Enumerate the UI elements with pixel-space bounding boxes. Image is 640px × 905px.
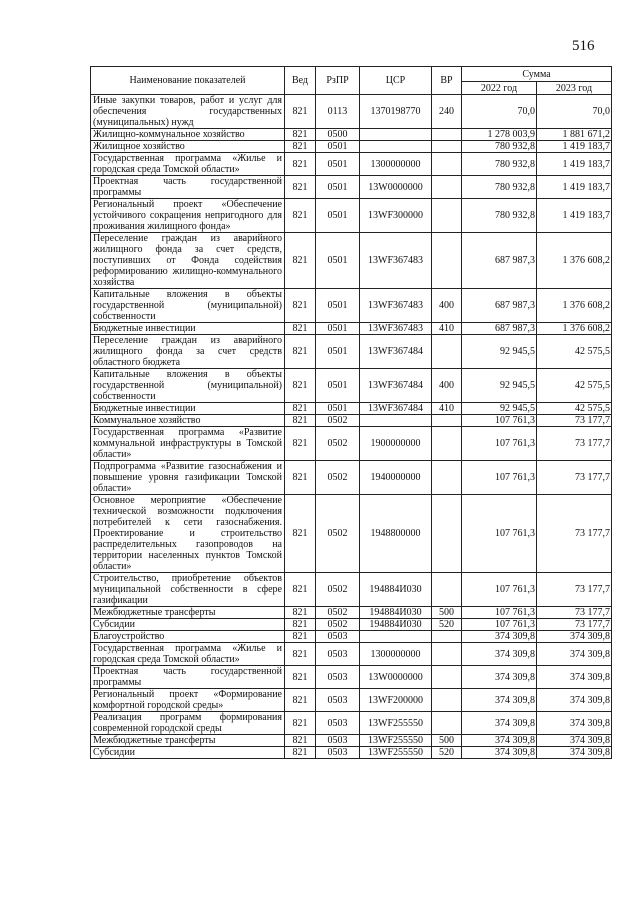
col-header-name: Наименование показателей xyxy=(91,67,285,95)
row-ved: 821 xyxy=(285,427,316,461)
table-body xyxy=(91,95,612,759)
row-vr xyxy=(432,129,462,141)
table-row xyxy=(91,323,612,335)
row-vr xyxy=(432,176,462,199)
row-vr xyxy=(432,461,462,495)
row-rzpr: 0501 xyxy=(316,141,360,153)
row-ved: 821 xyxy=(285,461,316,495)
row-value-2022: 107 761,3 xyxy=(462,427,537,461)
row-name: Межбюджетные трансферты xyxy=(91,607,285,619)
row-rzpr: 0503 xyxy=(316,747,360,759)
row-rzpr: 0113 xyxy=(316,95,360,129)
row-value-2023: 374 309,8 xyxy=(537,712,612,735)
row-vr: 520 xyxy=(432,619,462,631)
row-csr xyxy=(360,415,432,427)
row-value-2023: 1 419 183,7 xyxy=(537,176,612,199)
row-csr: 13WF367483 xyxy=(360,323,432,335)
table-row xyxy=(91,141,612,153)
row-value-2022: 107 761,3 xyxy=(462,495,537,573)
row-rzpr: 0503 xyxy=(316,631,360,643)
row-csr: 1900000000 xyxy=(360,427,432,461)
row-rzpr: 0501 xyxy=(316,335,360,369)
row-csr: 13WF200000 xyxy=(360,689,432,712)
row-ved: 821 xyxy=(285,335,316,369)
row-csr: 1948800000 xyxy=(360,495,432,573)
row-rzpr: 0500 xyxy=(316,129,360,141)
table-row xyxy=(91,176,612,199)
row-rzpr: 0502 xyxy=(316,495,360,573)
row-csr xyxy=(360,129,432,141)
row-value-2022: 107 761,3 xyxy=(462,415,537,427)
row-ved: 821 xyxy=(285,289,316,323)
row-csr: 1370198770 xyxy=(360,95,432,129)
table-row xyxy=(91,712,612,735)
row-csr: 13WF367483 xyxy=(360,233,432,289)
row-vr: 400 xyxy=(432,369,462,403)
row-vr: 410 xyxy=(432,323,462,335)
row-ved: 821 xyxy=(285,712,316,735)
row-vr: 500 xyxy=(432,607,462,619)
row-value-2023: 374 309,8 xyxy=(537,735,612,747)
row-csr xyxy=(360,631,432,643)
row-name: Коммунальное хозяйство xyxy=(91,415,285,427)
table-row xyxy=(91,619,612,631)
row-csr: 13WF255550 xyxy=(360,747,432,759)
row-value-2023: 73 177,7 xyxy=(537,461,612,495)
row-name: Государственная программа «Жилье и городская среда Томской области» xyxy=(91,643,285,666)
row-value-2022: 374 309,8 xyxy=(462,747,537,759)
row-vr xyxy=(432,712,462,735)
row-ved: 821 xyxy=(285,573,316,607)
row-rzpr: 0503 xyxy=(316,666,360,689)
table-row xyxy=(91,415,612,427)
row-rzpr: 0501 xyxy=(316,369,360,403)
row-value-2023: 374 309,8 xyxy=(537,689,612,712)
row-value-2023: 1 376 608,2 xyxy=(537,289,612,323)
row-value-2022: 687 987,3 xyxy=(462,289,537,323)
budget-table xyxy=(90,66,612,759)
row-value-2022: 92 945,5 xyxy=(462,335,537,369)
row-vr: 520 xyxy=(432,747,462,759)
row-name: Проектная часть государственной программы xyxy=(91,666,285,689)
row-csr: 13W0000000 xyxy=(360,666,432,689)
col-header-vr: ВР xyxy=(432,67,462,95)
table-row xyxy=(91,631,612,643)
row-name: Субсидии xyxy=(91,747,285,759)
row-ved: 821 xyxy=(285,403,316,415)
row-csr xyxy=(360,141,432,153)
row-name: Основное мероприятие «Обеспечение технической возможности подключения потребителей к сети газоснабжения. Проектирование и строительство распределительных газопроводов на территории населенных пунктов Томской области» xyxy=(91,495,285,573)
row-vr: 400 xyxy=(432,289,462,323)
table-row xyxy=(91,427,612,461)
row-value-2022: 107 761,3 xyxy=(462,461,537,495)
row-csr: 194884И030 xyxy=(360,607,432,619)
row-name: Проектная часть государственной программы xyxy=(91,176,285,199)
row-value-2023: 42 575,5 xyxy=(537,335,612,369)
row-vr xyxy=(432,643,462,666)
row-ved: 821 xyxy=(285,495,316,573)
row-value-2022: 92 945,5 xyxy=(462,369,537,403)
row-value-2023: 1 376 608,2 xyxy=(537,233,612,289)
row-ved: 821 xyxy=(285,415,316,427)
row-value-2023: 73 177,7 xyxy=(537,415,612,427)
row-name: Субсидии xyxy=(91,619,285,631)
row-value-2023: 1 419 183,7 xyxy=(537,141,612,153)
row-csr: 13WF367484 xyxy=(360,335,432,369)
row-value-2023: 73 177,7 xyxy=(537,607,612,619)
header-row xyxy=(91,67,612,82)
row-csr: 1940000000 xyxy=(360,461,432,495)
row-name: Государственная программа «Развитие коммунальной инфраструктуры в Томской области» xyxy=(91,427,285,461)
row-ved: 821 xyxy=(285,153,316,176)
row-value-2022: 780 932,8 xyxy=(462,199,537,233)
row-vr xyxy=(432,689,462,712)
row-rzpr: 0501 xyxy=(316,403,360,415)
table-row xyxy=(91,335,612,369)
row-value-2022: 107 761,3 xyxy=(462,619,537,631)
row-csr: 13WF300000 xyxy=(360,199,432,233)
row-vr xyxy=(432,415,462,427)
row-name: Жилищное хозяйство xyxy=(91,141,285,153)
row-csr: 13WF255550 xyxy=(360,735,432,747)
row-rzpr: 0501 xyxy=(316,199,360,233)
row-name: Бюджетные инвестиции xyxy=(91,323,285,335)
row-value-2022: 107 761,3 xyxy=(462,573,537,607)
row-rzpr: 0503 xyxy=(316,735,360,747)
row-name: Переселение граждан из аварийного жилищного фонда за счет средств, поступивших от Фонда содействия реформированию жилищно-коммунального хозяйства xyxy=(91,233,285,289)
row-name: Подпрограмма «Развитие газоснабжения и повышение уровня газификации Томской области» xyxy=(91,461,285,495)
row-name: Реализация программ формирования современной городской среды xyxy=(91,712,285,735)
row-value-2022: 92 945,5 xyxy=(462,403,537,415)
table-row xyxy=(91,289,612,323)
row-value-2023: 73 177,7 xyxy=(537,427,612,461)
row-vr xyxy=(432,495,462,573)
row-vr xyxy=(432,153,462,176)
row-ved: 821 xyxy=(285,631,316,643)
table-row xyxy=(91,403,612,415)
row-name: Переселение граждан из аварийного жилищного фонда за счет средств областного бюджета xyxy=(91,335,285,369)
row-value-2022: 687 987,3 xyxy=(462,233,537,289)
row-value-2022: 780 932,8 xyxy=(462,176,537,199)
row-name: Региональный проект «Формирование комфортной городской среды» xyxy=(91,689,285,712)
row-value-2022: 780 932,8 xyxy=(462,153,537,176)
row-name: Бюджетные инвестиции xyxy=(91,403,285,415)
table-row xyxy=(91,461,612,495)
row-ved: 821 xyxy=(285,607,316,619)
row-ved: 821 xyxy=(285,619,316,631)
row-name: Иные закупки товаров, работ и услуг для обеспечения государственных (муниципальных) нужд xyxy=(91,95,285,129)
row-rzpr: 0502 xyxy=(316,573,360,607)
row-vr: 500 xyxy=(432,735,462,747)
row-vr xyxy=(432,233,462,289)
row-ved: 821 xyxy=(285,176,316,199)
row-value-2022: 687 987,3 xyxy=(462,323,537,335)
table-row xyxy=(91,95,612,129)
table-row xyxy=(91,689,612,712)
row-ved: 821 xyxy=(285,199,316,233)
row-vr xyxy=(432,573,462,607)
row-vr xyxy=(432,335,462,369)
col-header-2023: 2023 год xyxy=(537,82,612,95)
row-rzpr: 0503 xyxy=(316,712,360,735)
table-row xyxy=(91,129,612,141)
page-number: 516 xyxy=(572,38,595,54)
row-vr xyxy=(432,666,462,689)
row-value-2022: 374 309,8 xyxy=(462,735,537,747)
row-ved: 821 xyxy=(285,129,316,141)
col-header-2022: 2022 год xyxy=(462,82,537,95)
row-rzpr: 0501 xyxy=(316,323,360,335)
row-name: Межбюджетные трансферты xyxy=(91,735,285,747)
row-value-2022: 374 309,8 xyxy=(462,689,537,712)
col-header-csr: ЦСР xyxy=(360,67,432,95)
row-rzpr: 0502 xyxy=(316,619,360,631)
row-value-2022: 107 761,3 xyxy=(462,607,537,619)
row-rzpr: 0502 xyxy=(316,607,360,619)
row-value-2022: 374 309,8 xyxy=(462,631,537,643)
table-row xyxy=(91,607,612,619)
row-csr: 1300000000 xyxy=(360,643,432,666)
row-value-2023: 73 177,7 xyxy=(537,573,612,607)
row-name: Региональный проект «Обеспечение устойчивого сокращения непригодного для проживания жилищного фонда» xyxy=(91,199,285,233)
table-row xyxy=(91,643,612,666)
row-ved: 821 xyxy=(285,689,316,712)
row-ved: 821 xyxy=(285,233,316,289)
row-value-2023: 374 309,8 xyxy=(537,747,612,759)
row-csr: 194884И030 xyxy=(360,619,432,631)
row-vr xyxy=(432,199,462,233)
row-value-2023: 374 309,8 xyxy=(537,666,612,689)
row-vr: 240 xyxy=(432,95,462,129)
row-rzpr: 0501 xyxy=(316,233,360,289)
col-header-rzpr: РзПР xyxy=(316,67,360,95)
row-rzpr: 0503 xyxy=(316,643,360,666)
row-ved: 821 xyxy=(285,643,316,666)
row-ved: 821 xyxy=(285,369,316,403)
row-value-2023: 73 177,7 xyxy=(537,495,612,573)
table-row xyxy=(91,233,612,289)
table-row xyxy=(91,153,612,176)
row-value-2023: 42 575,5 xyxy=(537,403,612,415)
row-value-2023: 1 376 608,2 xyxy=(537,323,612,335)
row-vr xyxy=(432,427,462,461)
row-value-2023: 1 419 183,7 xyxy=(537,153,612,176)
row-value-2023: 42 575,5 xyxy=(537,369,612,403)
row-value-2022: 374 309,8 xyxy=(462,712,537,735)
row-csr: 13W0000000 xyxy=(360,176,432,199)
table-row xyxy=(91,735,612,747)
row-ved: 821 xyxy=(285,323,316,335)
row-ved: 821 xyxy=(285,666,316,689)
table-row xyxy=(91,666,612,689)
table-row xyxy=(91,369,612,403)
row-rzpr: 0503 xyxy=(316,689,360,712)
row-value-2022: 1 278 003,9 xyxy=(462,129,537,141)
row-value-2023: 374 309,8 xyxy=(537,631,612,643)
row-ved: 821 xyxy=(285,747,316,759)
row-rzpr: 0501 xyxy=(316,153,360,176)
row-vr xyxy=(432,141,462,153)
row-rzpr: 0502 xyxy=(316,415,360,427)
col-header-sum: Сумма xyxy=(462,67,612,82)
table-row xyxy=(91,199,612,233)
row-value-2022: 374 309,8 xyxy=(462,643,537,666)
row-value-2023: 1 881 671,2 xyxy=(537,129,612,141)
row-value-2022: 780 932,8 xyxy=(462,141,537,153)
row-rzpr: 0502 xyxy=(316,461,360,495)
row-value-2022: 70,0 xyxy=(462,95,537,129)
row-value-2023: 374 309,8 xyxy=(537,643,612,666)
row-value-2022: 374 309,8 xyxy=(462,666,537,689)
row-name: Государственная программа «Жилье и городская среда Томской области» xyxy=(91,153,285,176)
table-row xyxy=(91,573,612,607)
row-ved: 821 xyxy=(285,95,316,129)
row-csr: 13WF367484 xyxy=(360,403,432,415)
row-rzpr: 0502 xyxy=(316,427,360,461)
row-vr xyxy=(432,631,462,643)
row-name: Капитальные вложения в объекты государственной (муниципальной) собственности xyxy=(91,289,285,323)
row-name: Строительство, приобретение объектов муниципальной собственности в сфере газификации xyxy=(91,573,285,607)
row-csr: 13WF367484 xyxy=(360,369,432,403)
row-ved: 821 xyxy=(285,141,316,153)
row-value-2023: 70,0 xyxy=(537,95,612,129)
row-name: Благоустройство xyxy=(91,631,285,643)
row-name: Жилищно-коммунальное хозяйство xyxy=(91,129,285,141)
row-csr: 13WF255550 xyxy=(360,712,432,735)
table-row xyxy=(91,495,612,573)
row-csr: 13WF367483 xyxy=(360,289,432,323)
row-name: Капитальные вложения в объекты государственной (муниципальной) собственности xyxy=(91,369,285,403)
row-rzpr: 0501 xyxy=(316,176,360,199)
row-csr: 194884И030 xyxy=(360,573,432,607)
col-header-ved: Вед xyxy=(285,67,316,95)
row-value-2023: 1 419 183,7 xyxy=(537,199,612,233)
row-rzpr: 0501 xyxy=(316,289,360,323)
row-ved: 821 xyxy=(285,735,316,747)
row-vr: 410 xyxy=(432,403,462,415)
row-csr: 1300000000 xyxy=(360,153,432,176)
table-row xyxy=(91,747,612,759)
row-value-2023: 73 177,7 xyxy=(537,619,612,631)
